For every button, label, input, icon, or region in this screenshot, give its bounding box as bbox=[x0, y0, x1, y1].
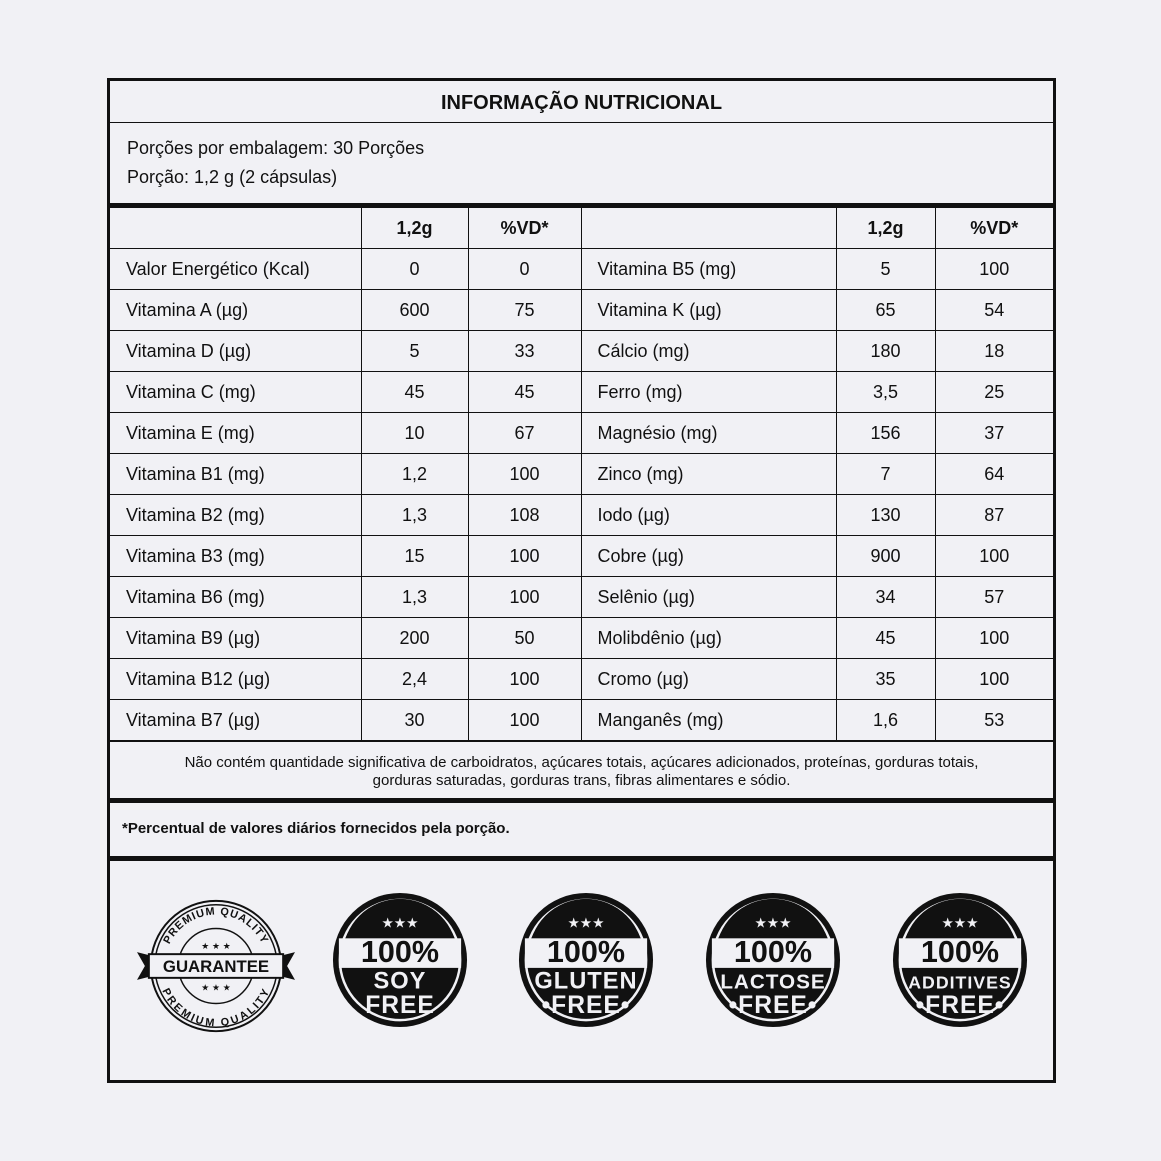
badge-line-1: GLUTEN bbox=[534, 968, 638, 995]
badge-line-1: ADDITIVES bbox=[908, 972, 1012, 993]
badge-line-1: LACTOSE bbox=[720, 970, 826, 994]
cell-right-amount: 156 bbox=[836, 413, 935, 454]
cell-right-vd: 25 bbox=[935, 372, 1053, 413]
cell-left-name: Vitamina B7 (µg) bbox=[110, 700, 361, 741]
cell-right-vd: 100 bbox=[935, 659, 1053, 700]
cell-left-vd: 100 bbox=[468, 454, 581, 495]
table-row bbox=[110, 372, 1053, 413]
cell-left-vd: 75 bbox=[468, 290, 581, 331]
table-row bbox=[110, 536, 1053, 577]
free-badge-icon bbox=[891, 891, 1029, 1029]
table-row bbox=[110, 331, 1053, 372]
free-badge-icon bbox=[704, 891, 842, 1029]
cell-left-vd: 108 bbox=[468, 495, 581, 536]
cell-left-vd: 50 bbox=[468, 618, 581, 659]
table-row bbox=[110, 495, 1053, 536]
panel-title: INFORMAÇÃO NUTRICIONAL bbox=[110, 81, 1053, 123]
cell-right-name: Magnésio (mg) bbox=[581, 413, 836, 454]
header-vd-right: %VD* bbox=[935, 208, 1053, 249]
badge-percent: 100% bbox=[733, 934, 813, 969]
cell-right-name: Cobre (µg) bbox=[581, 536, 836, 577]
seal-bottom-text: PREMIUM QUALITY bbox=[159, 986, 273, 1030]
cell-left-vd: 67 bbox=[468, 413, 581, 454]
cell-right-name: Manganês (mg) bbox=[581, 700, 836, 741]
cell-right-amount: 3,5 bbox=[836, 372, 935, 413]
cell-left-amount: 30 bbox=[361, 700, 468, 741]
badge-line-1: SOY bbox=[373, 968, 427, 995]
cell-right-amount: 180 bbox=[836, 331, 935, 372]
cell-right-name: Vitamina B5 (mg) bbox=[581, 249, 836, 290]
cell-left-amount: 2,4 bbox=[361, 659, 468, 700]
cell-right-amount: 35 bbox=[836, 659, 935, 700]
cell-left-vd: 100 bbox=[468, 536, 581, 577]
cell-right-amount: 900 bbox=[836, 536, 935, 577]
cell-right-vd: 100 bbox=[935, 618, 1053, 659]
cell-right-vd: 18 bbox=[935, 331, 1053, 372]
nutrition-panel bbox=[107, 78, 1056, 1083]
header-amount-left: 1,2g bbox=[361, 208, 468, 249]
cell-right-name: Cálcio (mg) bbox=[581, 331, 836, 372]
cell-left-name: Vitamina B3 (mg) bbox=[110, 536, 361, 577]
badge-percent: 100% bbox=[360, 934, 440, 969]
table-row bbox=[110, 618, 1053, 659]
cell-left-name: Vitamina D (µg) bbox=[110, 331, 361, 372]
seal-top-text: PREMIUM QUALITY bbox=[161, 905, 271, 946]
cell-left-name: Vitamina B9 (µg) bbox=[110, 618, 361, 659]
cell-right-vd: 57 bbox=[935, 577, 1053, 618]
badge-line-2: •FREE• bbox=[541, 992, 631, 1020]
table-row bbox=[110, 659, 1053, 700]
header-amount-right: 1,2g bbox=[836, 208, 935, 249]
cell-left-name: Vitamina A (µg) bbox=[110, 290, 361, 331]
cell-left-name: Vitamina C (mg) bbox=[110, 372, 361, 413]
cell-right-vd: 64 bbox=[935, 454, 1053, 495]
table-row bbox=[110, 454, 1053, 495]
cell-right-name: Vitamina K (µg) bbox=[581, 290, 836, 331]
header-vd-left: %VD* bbox=[468, 208, 581, 249]
cell-right-amount: 45 bbox=[836, 618, 935, 659]
svg-text:★★★: ★★★ bbox=[754, 915, 792, 932]
seal-ribbon-text: GUARANTEE bbox=[162, 956, 270, 976]
note-line-1: Não contém quantidade significativa de carboidratos, açúcares totais, açúcares adicionados, proteínas, gorduras totais, bbox=[184, 754, 979, 771]
cell-left-name: Vitamina B6 (mg) bbox=[110, 577, 361, 618]
svg-text:★ ★ ★: ★ ★ ★ bbox=[201, 983, 231, 994]
cell-right-name: Zinco (mg) bbox=[581, 454, 836, 495]
cell-left-vd: 33 bbox=[468, 331, 581, 372]
vd-footnote: *Percentual de valores diários fornecidos pela porção. bbox=[110, 803, 1053, 861]
svg-text:★★★: ★★★ bbox=[941, 915, 979, 932]
svg-text:★★★: ★★★ bbox=[381, 915, 419, 932]
cell-right-name: Iodo (µg) bbox=[581, 495, 836, 536]
cell-left-amount: 15 bbox=[361, 536, 468, 577]
cell-left-vd: 0 bbox=[468, 249, 581, 290]
cell-right-amount: 1,6 bbox=[836, 700, 935, 741]
cell-right-vd: 37 bbox=[935, 413, 1053, 454]
svg-text:★★★: ★★★ bbox=[567, 915, 605, 932]
table-header-row bbox=[110, 208, 1053, 249]
cell-right-name: Ferro (mg) bbox=[581, 372, 836, 413]
cell-right-name: Molibdênio (µg) bbox=[581, 618, 836, 659]
cell-right-vd: 54 bbox=[935, 290, 1053, 331]
cell-left-name: Vitamina E (mg) bbox=[110, 413, 361, 454]
badge-percent: 100% bbox=[546, 934, 626, 969]
cell-right-vd: 87 bbox=[935, 495, 1053, 536]
cell-left-amount: 10 bbox=[361, 413, 468, 454]
cell-right-amount: 5 bbox=[836, 249, 935, 290]
note-line-2: gorduras saturadas, gorduras trans, fibras alimentares e sódio. bbox=[372, 772, 791, 789]
cell-left-name: Vitamina B2 (mg) bbox=[110, 495, 361, 536]
table-row bbox=[110, 249, 1053, 290]
cell-right-amount: 7 bbox=[836, 454, 935, 495]
cell-right-amount: 130 bbox=[836, 495, 935, 536]
free-badge-icon bbox=[517, 891, 655, 1029]
cell-left-amount: 200 bbox=[361, 618, 468, 659]
cell-right-amount: 34 bbox=[836, 577, 935, 618]
table-row bbox=[110, 577, 1053, 618]
cell-right-name: Cromo (µg) bbox=[581, 659, 836, 700]
premium-quality-seal-icon bbox=[137, 887, 295, 1045]
cell-right-vd: 100 bbox=[935, 249, 1053, 290]
servings-per-package: Porções por embalagem: 30 Porções bbox=[127, 138, 425, 158]
not-significant-note bbox=[110, 741, 1053, 803]
badge-line-2: •FREE• bbox=[728, 992, 818, 1020]
cell-left-amount: 600 bbox=[361, 290, 468, 331]
cell-left-amount: 1,2 bbox=[361, 454, 468, 495]
cell-right-vd: 100 bbox=[935, 536, 1053, 577]
cell-right-name: Selênio (µg) bbox=[581, 577, 836, 618]
table-row bbox=[110, 290, 1053, 331]
badges-row bbox=[110, 861, 1053, 1061]
svg-text:★ ★ ★: ★ ★ ★ bbox=[201, 942, 231, 953]
table-row bbox=[110, 700, 1053, 741]
cell-left-amount: 5 bbox=[361, 331, 468, 372]
cell-left-amount: 0 bbox=[361, 249, 468, 290]
cell-left-vd: 45 bbox=[468, 372, 581, 413]
cell-left-vd: 100 bbox=[468, 577, 581, 618]
cell-left-amount: 1,3 bbox=[361, 495, 468, 536]
badge-line-2: FREE bbox=[365, 992, 435, 1020]
cell-left-name: Vitamina B12 (µg) bbox=[110, 659, 361, 700]
cell-right-vd: 53 bbox=[935, 700, 1053, 741]
cell-left-name: Vitamina B1 (mg) bbox=[110, 454, 361, 495]
portion-size: Porção: 1,2 g (2 cápsulas) bbox=[127, 167, 338, 187]
servings-info bbox=[110, 123, 1053, 208]
free-badge-icon bbox=[331, 891, 469, 1029]
nutrition-table bbox=[110, 208, 1053, 741]
header-name-left bbox=[110, 208, 361, 249]
cell-right-amount: 65 bbox=[836, 290, 935, 331]
cell-left-name: Valor Energético (Kcal) bbox=[110, 249, 361, 290]
header-name-right bbox=[581, 208, 836, 249]
cell-left-vd: 100 bbox=[468, 700, 581, 741]
badge-percent: 100% bbox=[920, 934, 1000, 969]
cell-left-amount: 1,3 bbox=[361, 577, 468, 618]
table-row bbox=[110, 413, 1053, 454]
cell-left-vd: 100 bbox=[468, 659, 581, 700]
badge-line-2: •FREE• bbox=[915, 992, 1005, 1020]
cell-left-amount: 45 bbox=[361, 372, 468, 413]
